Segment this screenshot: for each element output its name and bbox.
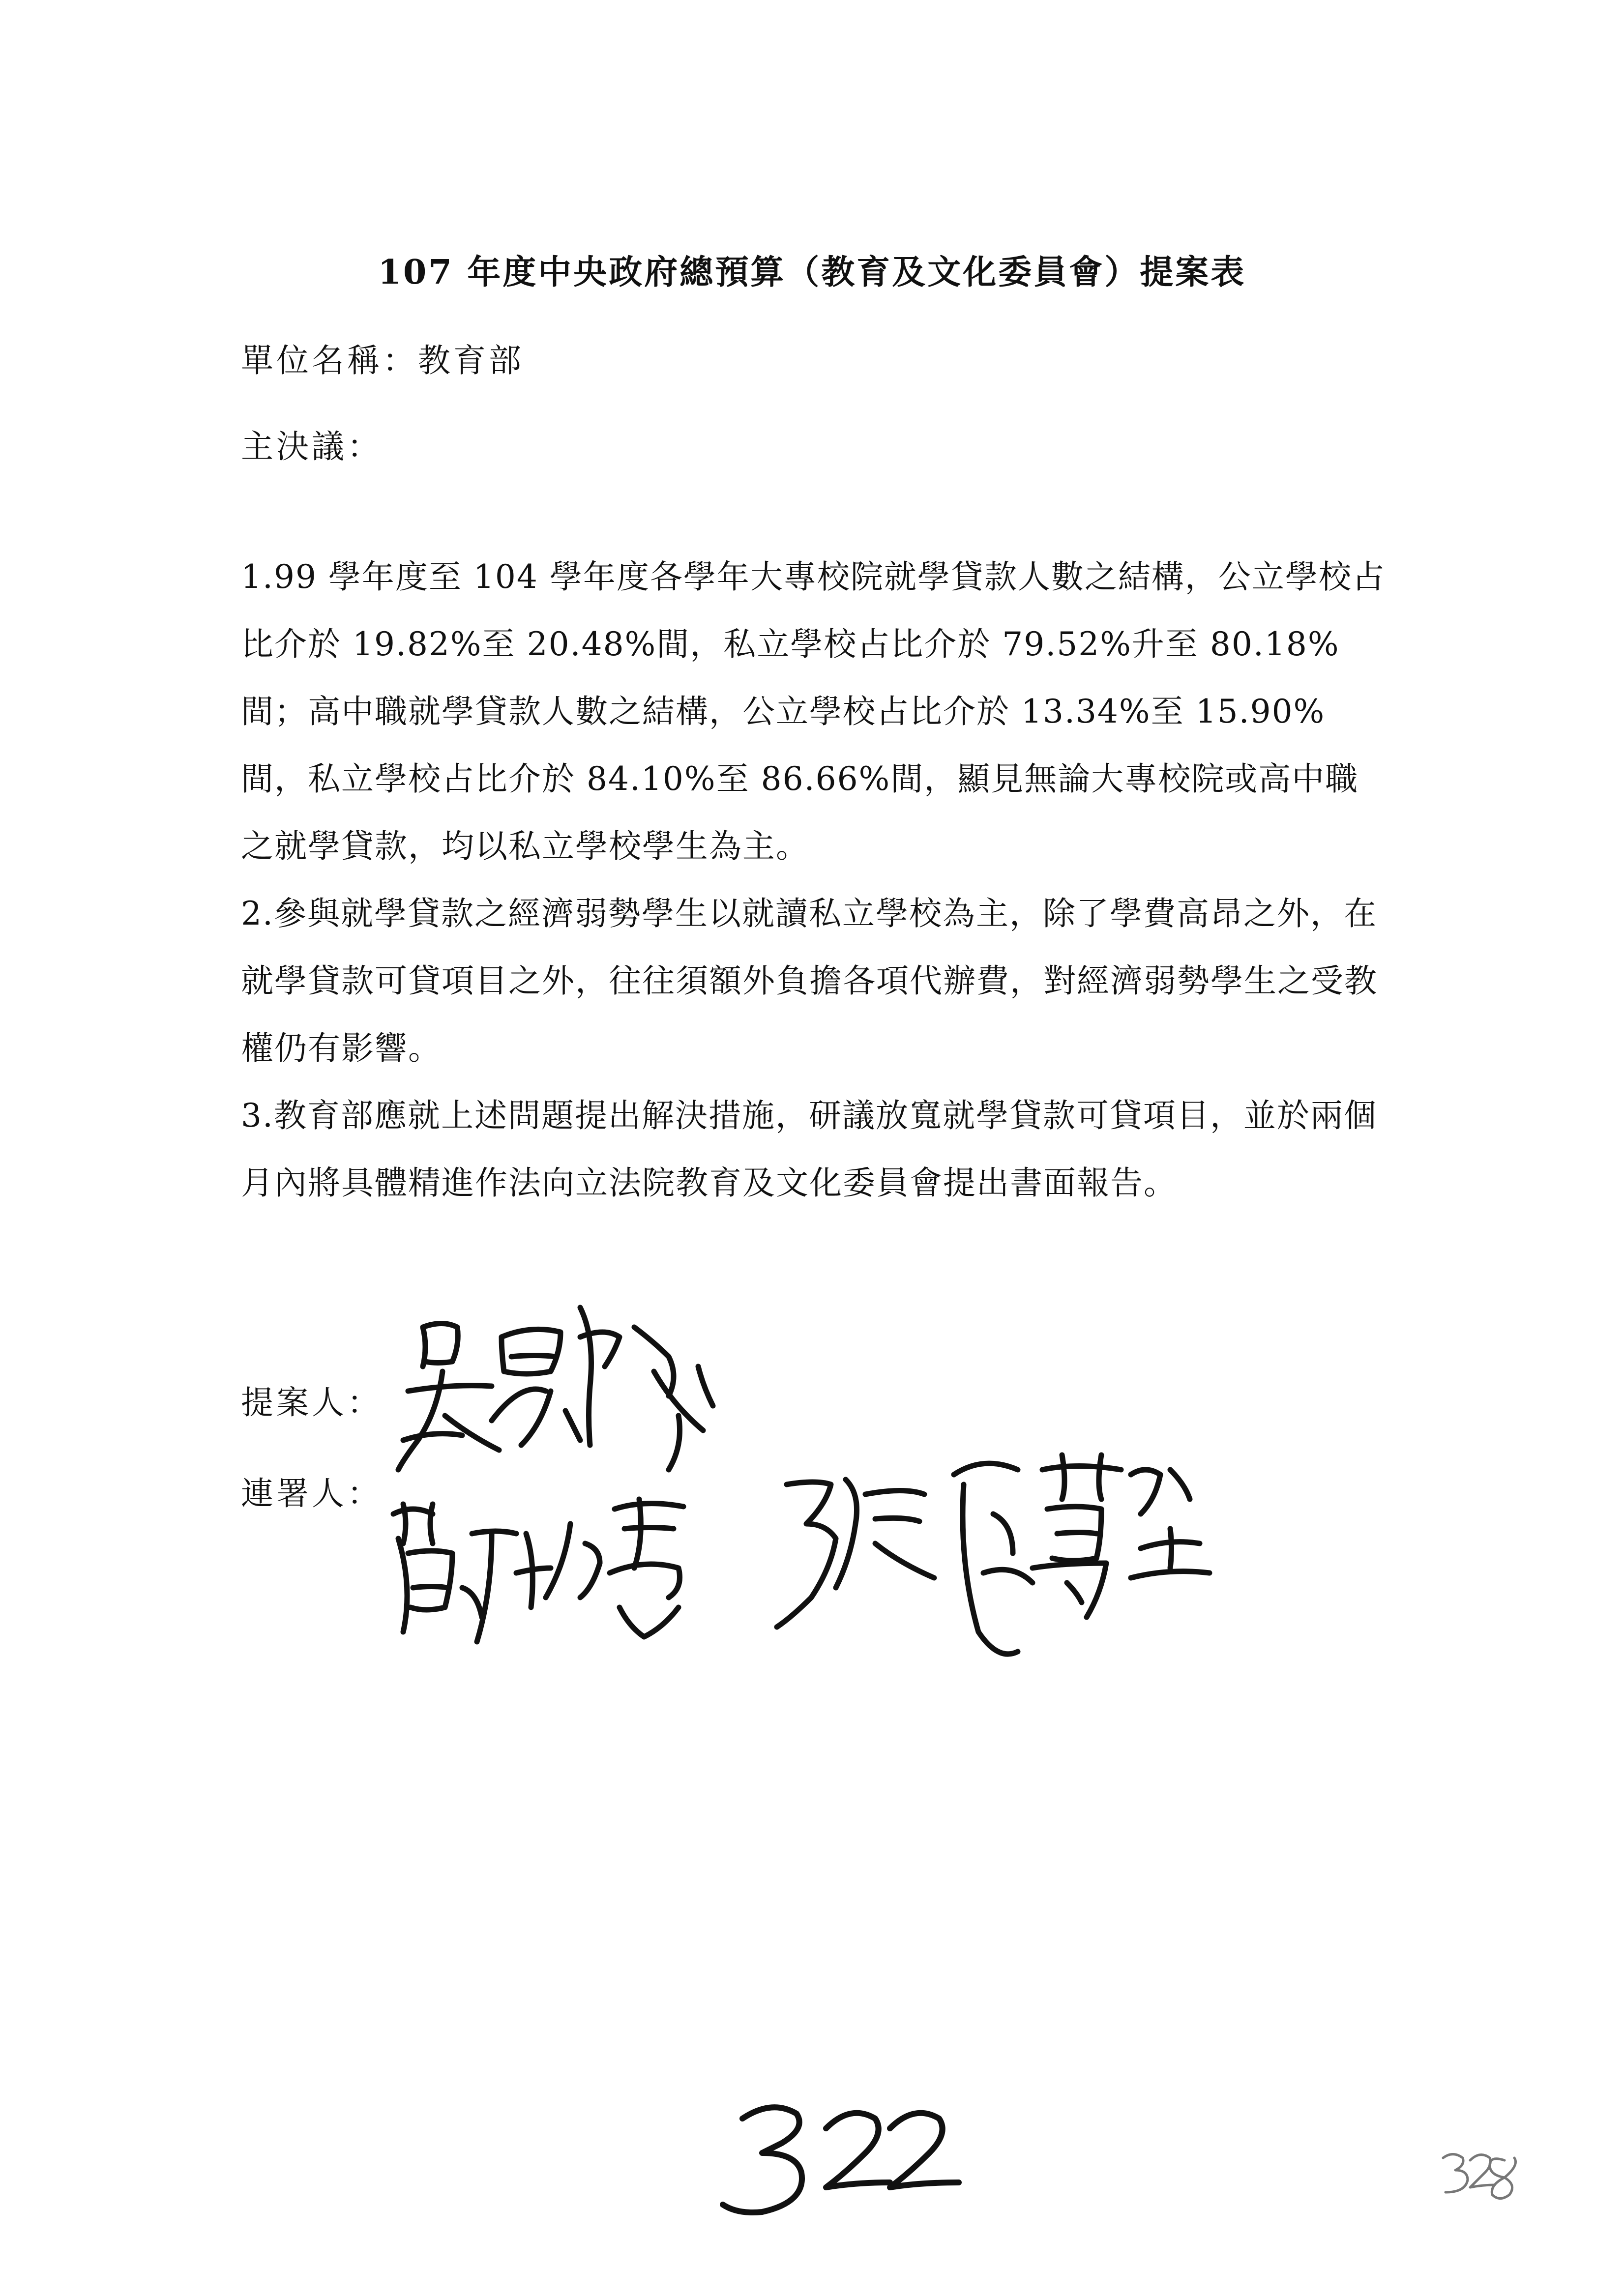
resolution-paragraph-3: 3.教育部應就上述問題提出解決措施，研議放寬就學貸款可貸項目，並於兩個月內將具體精進作法向立法院教育及文化委員會提出書面報告。 [241, 1097, 1377, 1202]
cosigner-label: 連署人： [241, 1475, 383, 1512]
resolution-paragraph-2: 2.參與就學貸款之經濟弱勢學生以就讀私立學校為主，除了學費高昂之外，在就學貸款可貸項目之外，往往須額外負擔各項代辦費，對經濟弱勢學生之受教權仍有影響。 [241, 895, 1378, 1067]
proposer-label: 提案人： [241, 1384, 383, 1422]
main-resolution-label: 主決議： [241, 428, 383, 465]
resolution-paragraph-1: 1.99 學年度至 104 學年度各學年大專校院就學貸款人數之結構，公立學校占比介於 19.82%至 20.48%間，私立學校占比介於 79.52%升至 80.18%間；高中職就學貸款人數之結構，公立學校占比介於 13.34%至 15.90%間，私立學校占比介於 84.10%至 86.66%間，顯見無論大專校院或高中職之就學貸款，均以私立學校學生為主。 [241, 558, 1386, 865]
document-title: 107 年度中央政府總預算（教育及文化委員會）提案表 [378, 253, 1246, 292]
unit-name-line: 單位名稱：教育部 [241, 342, 524, 379]
